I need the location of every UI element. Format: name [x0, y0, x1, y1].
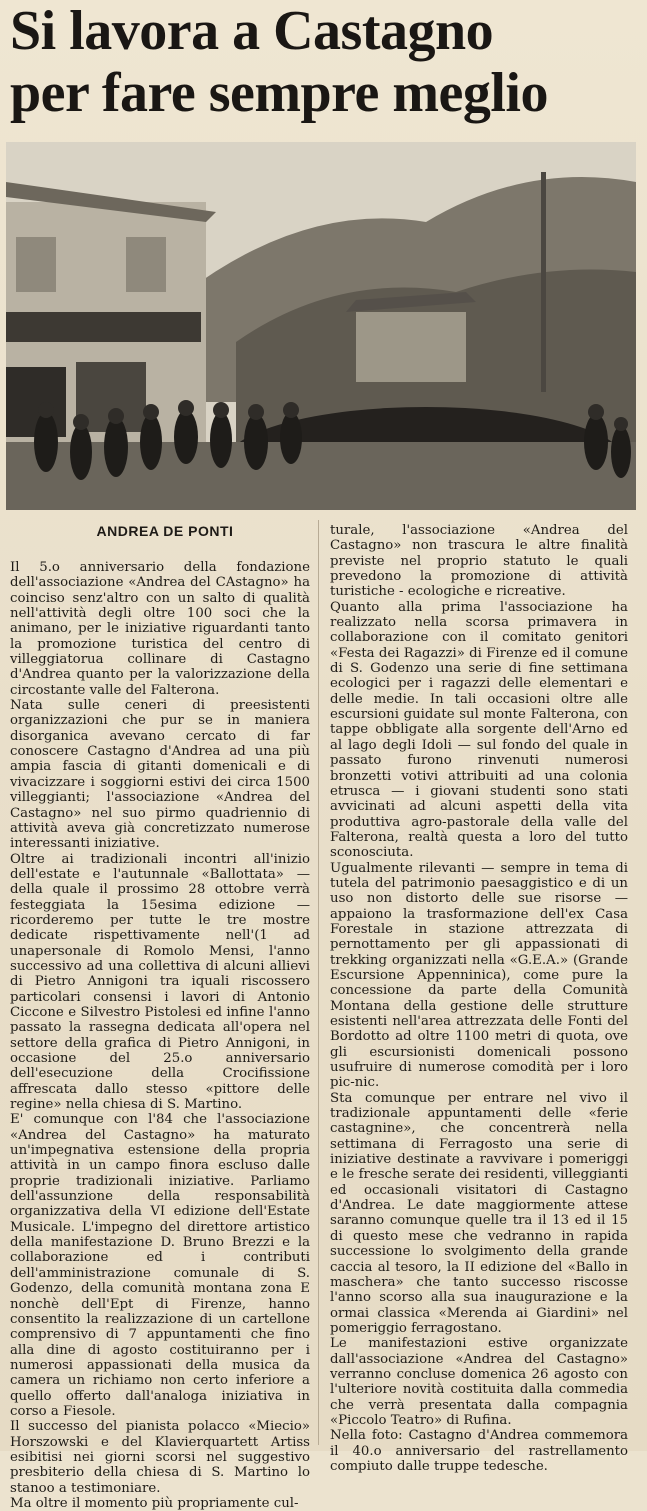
paragraph: Le manifestazioni estive organizzate dall'associazione «Andrea del Castagno» verranno concluse domenica 26 agosto con l'ulteriore novità costituita dalla commedia che verrà presentata dalla compagnia «Piccolo Teatro» di Rufina.	[330, 1336, 628, 1428]
photo-crowd-village-icon	[6, 142, 636, 510]
paragraph: E' comunque con l'84 che l'associazione «Andrea del Castagno» ha maturato un'impegnativa estensione della propria attività in un campo finora escluso dalle proprie tradizionali iniziative. Parliamo dell'assunzione della responsabilità organizzativa della VI edizione dell'Estate Musicale. L'impegno del direttore artistico della manifestazione D. Bruno Brezzi e la collaborazione ed i contributi dell'amministrazione comunale di S. Godenzo, della comunità montana zona E nonchè dell'Ept di Firenze, hanno consentito la realizzazione di un cartellone comprensivo di 7 appuntamenti che fino alla dine di agosto costituiranno per i numerosi appassionati della musica da camera un richiamo non certo inferiore a quello offerto dall'analoga iniziativa in corso a Fiesole.	[10, 1112, 310, 1419]
column-divider	[318, 520, 319, 1445]
paragraph: Quanto alla prima l'associazione ha realizzato nella scorsa primavera in collaborazione con il comitato genitori «Festa dei Ragazzi» di Firenze ed il comune di S. Godenzo una serie di fine settimana ecologici per i ragazzi delle elementari e delle medie. In tali occasioni oltre alle escursioni guidate sul monte Falterona, con tappe obbligate alla sorgente dell'Arno ed al lago degli Idoli — sul fondo del quale in passato furono rinvenuti numerosi bronzetti votivi attribuiti ad una colonia etrusca — i giovani studenti sono stati avvicinati ad alcuni aspetti della vita produttiva agro-pastorale della valle del Falterona, realtà questa a loro del tutto sconosciuta.	[330, 599, 628, 861]
headline-line-1: Si lavora a Castagno	[10, 0, 494, 62]
headline-line-2: per fare sempre meglio	[10, 62, 548, 124]
paragraph: Il 5.o anniversario della fondazione dell'associazione «Andrea del CAstagno» ha coinciso senz'altro con un salto di qualità nell'attività degli oltre 100 soci che la animano, per le iniziative riguardanti tanto la promozione turistica del centro di villeggiatorua collinare di Castagno d'Andrea quanto per la valorizzazione della circostante valle del Falterona.	[10, 560, 310, 698]
article-column-2	[330, 523, 628, 1474]
paragraph: Ugualmente rilevanti — sempre in tema di tutela del patrimonio paesaggistico e di un uso non distorto delle sue risorse — appaiono la trasformazione dell'ex Casa Forestale in stazione attrezzata di pernottamento per gli appassionati di trekking organizzati nella «G.E.A.» (Grande Escursione Appenninica), come pure la concessione da parte della Comunità Montana della gestione delle strutture esistenti nell'area attrezzata delle Fonti del Bordotto ad oltre 1100 metri di quota, ove gli escursionisti domenicali possono usufruire di numerose comodità per i loro pic-nic.	[330, 860, 628, 1091]
paragraph: Oltre ai tradizionali incontri all'inizio dell'estate e l'autunnale «Ballottata» — della quale il prossimo 28 ottobre verrà festeggiata la 15esima edizione — ricorderemo per tutte le tre mostre dedicate rispettivamente nell'(1 ad unapersonale di Romolo Mensi, l'anno successivo ad una collettiva di alcuni allievi di Pietro Annigoni tra iquali riscossero particolari consensi i lavori di Antonio Ciccone e Silvestro Pistolesi ed infine l'anno passato la rassegna dedicata all'opera nel settore della grafica di Pietro Annigoni, in occasione del 25.o anniversario dell'esecuzione della Crocifissione affrescata dallo stesso «pittore delle regine» nella chiesa di S. Martino.	[10, 851, 310, 1113]
byline: ANDREA DE PONTI	[96, 523, 234, 539]
article-photo	[6, 142, 636, 510]
article-column-1	[10, 560, 310, 1511]
headline	[10, 0, 640, 124]
paragraph: Il successo del pianista polacco «Miecio» Horszowski e del Klavierquartett Artiss esibitisi nei giorni scorsi nel suggestivo presbiterio della chiesa di S. Martino lo stanoo a testimoniare.	[10, 1419, 310, 1496]
photo-caption: Nella foto: Castagno d'Andrea commemora il 40.o anniversario del rastrellamento compiuto dalle truppe tedesche.	[330, 1428, 628, 1474]
paragraph: Sta comunque per entrare nel vivo il tradizionale appuntamenti delle «ferie castagnine», che concentrerà nella settimana di Ferragosto una serie di iniziative destinate a ravvivare i pomeriggi e le fresche serate dei residenti, villeggianti ed occasionali visitatori di Castagno d'Andrea. Le date maggiormente attese saranno comunque quelle tra il 13 ed il 15 di questo mese che vedranno in rapida successione lo svolgimento della grande caccia al tesoro, la II edizione del «Ballo in maschera» che tanto successo riscosse l'anno scorso alla sua inaugurazione e la ormai classica «Merenda ai Giardini» nel pomeriggio ferragostano.	[330, 1090, 628, 1336]
paragraph: Nata sulle ceneri di preesistenti organizzazioni che pur se in maniera disorganica avevano cercato di far conoscere Castagno d'Andrea ad una più ampia fascia di gitanti domenicali e di vivacizzare i soggiorni estivi dei circa 1500 villeggianti; l'associazione «Andrea del Castagno» nel suo pirmo quadriennio di attività aveva già concretizzato numerose interessanti iniziative.	[10, 698, 310, 852]
paragraph: turale, l'associazione «Andrea del Castagno» non trascura le altre finalità previste nel proprio statuto le quali prevedono la promozione di attività turistiche - ecologiche e ricreative.	[330, 523, 628, 600]
paragraph: Ma oltre il momento più propriamente cul-	[10, 1495, 299, 1511]
